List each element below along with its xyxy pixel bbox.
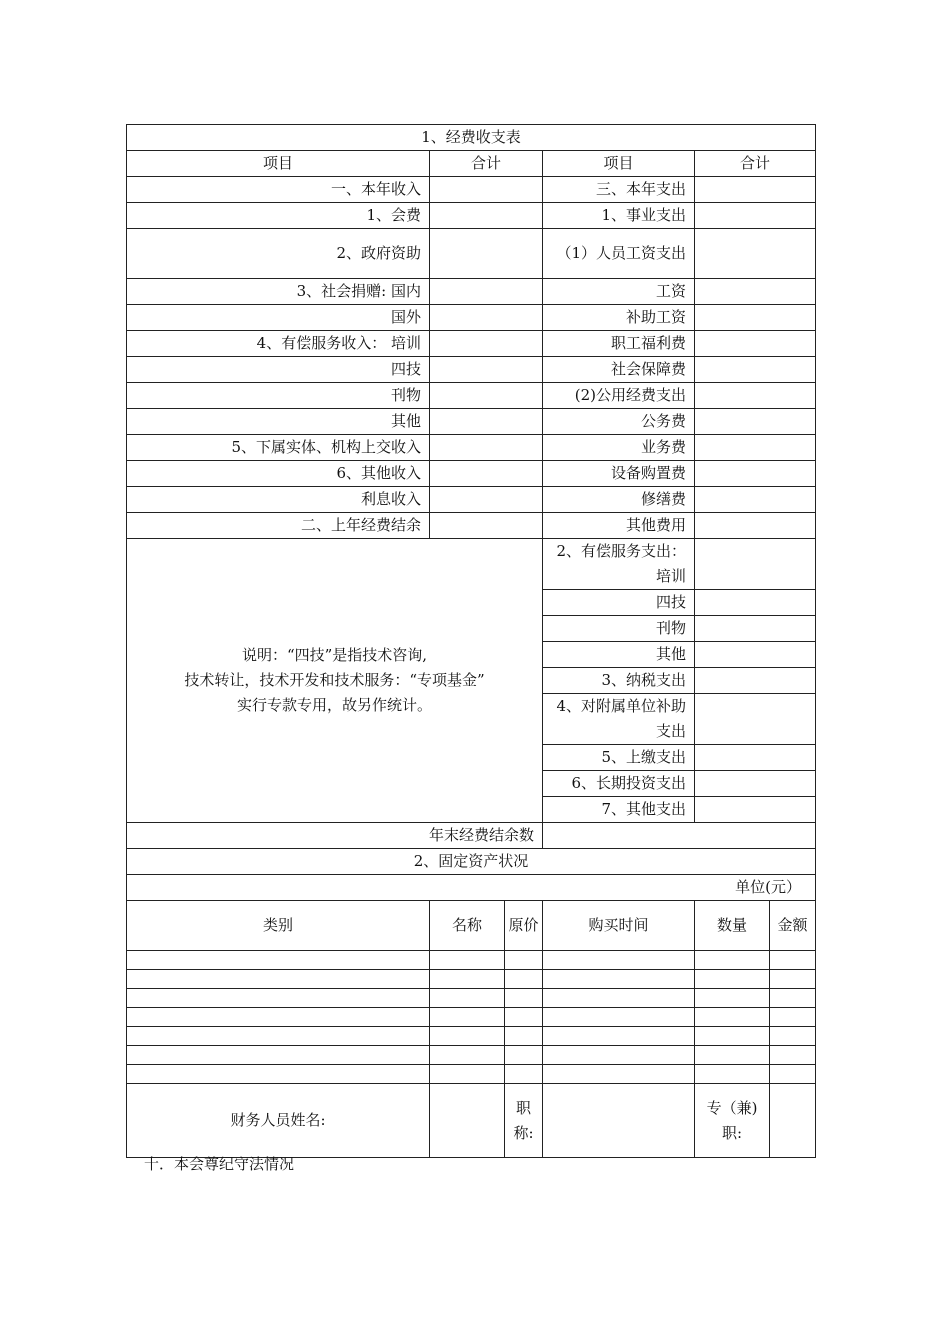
- expense-total-cell: [695, 771, 816, 797]
- income-item: 刊物: [127, 383, 430, 409]
- expense-total-cell: [695, 694, 816, 745]
- note-line: 技术转让，技术开发和技术服务：“专项基金”: [184, 671, 485, 689]
- income-total-cell: [430, 513, 543, 539]
- expense-item: 业务费: [543, 435, 695, 461]
- expense-item: 其他: [543, 642, 695, 668]
- expense-item: 3、纳税支出: [543, 668, 695, 694]
- expense-total-cell: [695, 409, 816, 435]
- expense-item: 5、上缴支出: [543, 745, 695, 771]
- asset-row: [127, 1027, 816, 1046]
- finance-table: [126, 124, 816, 1158]
- expense-item: 四技: [543, 590, 695, 616]
- income-item: 1、会费: [127, 203, 430, 229]
- expense-total-cell: [695, 461, 816, 487]
- income-item: 5、下属实体、机构上交收入: [127, 435, 430, 461]
- expense-item: 刊物: [543, 616, 695, 642]
- expense-item: 修缮费: [543, 487, 695, 513]
- expense-total-cell: [695, 357, 816, 383]
- asset-row: [127, 1065, 816, 1084]
- expense-item: (2)公用经费支出: [543, 383, 695, 409]
- finance-staff-title-cell: [543, 1084, 695, 1158]
- expense-total-cell: [695, 642, 816, 668]
- asset-header-original-price: 原价: [505, 901, 543, 951]
- income-total-cell: [430, 203, 543, 229]
- section-title-fixed-assets: 2、固定资产状况: [127, 849, 816, 875]
- income-item: 一、本年收入: [127, 177, 430, 203]
- year-end-balance-label: 年末经费结余数: [127, 823, 543, 849]
- asset-header-amount: 金额: [770, 901, 816, 951]
- income-item: 其他: [127, 409, 430, 435]
- income-total-cell: [430, 435, 543, 461]
- expense-item: 2、有偿服务支出：培训: [543, 539, 695, 590]
- asset-header-purchase-time: 购买时间: [543, 901, 695, 951]
- expense-total-cell: [695, 203, 816, 229]
- expense-total-cell: [695, 279, 816, 305]
- expense-item: 社会保障费: [543, 357, 695, 383]
- expense-total-cell: [695, 616, 816, 642]
- expense-item: 6、长期投资支出: [543, 771, 695, 797]
- income-item: 二、上年经费结余: [127, 513, 430, 539]
- asset-row: [127, 951, 816, 970]
- expense-item: 职工福利费: [543, 331, 695, 357]
- income-total-cell: [430, 331, 543, 357]
- asset-row: [127, 970, 816, 989]
- header-total-2: 合计: [695, 151, 816, 177]
- finance-staff-parttime-cell: [770, 1084, 816, 1158]
- income-total-cell: [430, 383, 543, 409]
- asset-header-name: 名称: [430, 901, 505, 951]
- income-total-cell: [430, 409, 543, 435]
- income-total-cell: [430, 357, 543, 383]
- income-total-cell: [430, 177, 543, 203]
- finance-staff-name-label: 财务人员姓名:: [127, 1084, 430, 1158]
- expense-total-cell: [695, 331, 816, 357]
- income-item: 国外: [127, 305, 430, 331]
- income-total-cell: [430, 305, 543, 331]
- header-total: 合计: [430, 151, 543, 177]
- asset-row: [127, 1046, 816, 1065]
- explanation-note: [127, 539, 543, 823]
- expense-item: 补助工资: [543, 305, 695, 331]
- asset-header-quantity: 数量: [695, 901, 770, 951]
- income-total-cell: [430, 279, 543, 305]
- income-item: 四技: [127, 357, 430, 383]
- expense-item: 其他费用: [543, 513, 695, 539]
- header-item: 项目: [127, 151, 430, 177]
- expense-total-cell: [695, 487, 816, 513]
- expense-total-cell: [695, 745, 816, 771]
- income-total-cell: [430, 461, 543, 487]
- expense-total-cell: [695, 383, 816, 409]
- section-heading-law-compliance: 十．本会尊纪守法情况: [144, 1155, 295, 1173]
- note-line: 说明：“四技”是指技术咨询,: [241, 646, 428, 664]
- income-item: 3、社会捐赠: 国内: [127, 279, 430, 305]
- income-total-cell: [430, 487, 543, 513]
- finance-staff-title-label: 职称:: [505, 1084, 543, 1158]
- asset-header-category: 类别: [127, 901, 430, 951]
- year-end-balance-cell: [543, 823, 816, 849]
- income-item: 利息收入: [127, 487, 430, 513]
- expense-item: 三、本年支出: [543, 177, 695, 203]
- expense-total-cell: [695, 797, 816, 823]
- income-item: 6、其他收入: [127, 461, 430, 487]
- expense-item: （1）人员工资支出: [543, 229, 695, 279]
- expense-total-cell: [695, 539, 816, 590]
- income-total-cell: [430, 229, 543, 279]
- expense-total-cell: [695, 229, 816, 279]
- expense-item: 4、对附属单位补助支出: [543, 694, 695, 745]
- expense-total-cell: [695, 177, 816, 203]
- expense-total-cell: [695, 305, 816, 331]
- finance-staff-name-cell: [430, 1084, 505, 1158]
- asset-row: [127, 989, 816, 1008]
- expense-total-cell: [695, 513, 816, 539]
- expense-item: 7、其他支出: [543, 797, 695, 823]
- asset-row: [127, 1008, 816, 1027]
- note-line: 实行专款专用，故另作统计。: [236, 696, 432, 714]
- unit-label: 单位(元）: [127, 875, 816, 901]
- expense-item: 公务费: [543, 409, 695, 435]
- expense-item: 设备购置费: [543, 461, 695, 487]
- header-item-2: 项目: [543, 151, 695, 177]
- finance-staff-parttime-label: 专（兼)职:: [695, 1084, 770, 1158]
- expense-item: 工资: [543, 279, 695, 305]
- income-item: 4、有偿服务收入： 培训: [127, 331, 430, 357]
- expense-total-cell: [695, 590, 816, 616]
- expense-item: 1、事业支出: [543, 203, 695, 229]
- expense-total-cell: [695, 668, 816, 694]
- income-item: 2、政府资助: [127, 229, 430, 279]
- expense-total-cell: [695, 435, 816, 461]
- section-title-income-expense: 1、经费收支表: [127, 125, 816, 151]
